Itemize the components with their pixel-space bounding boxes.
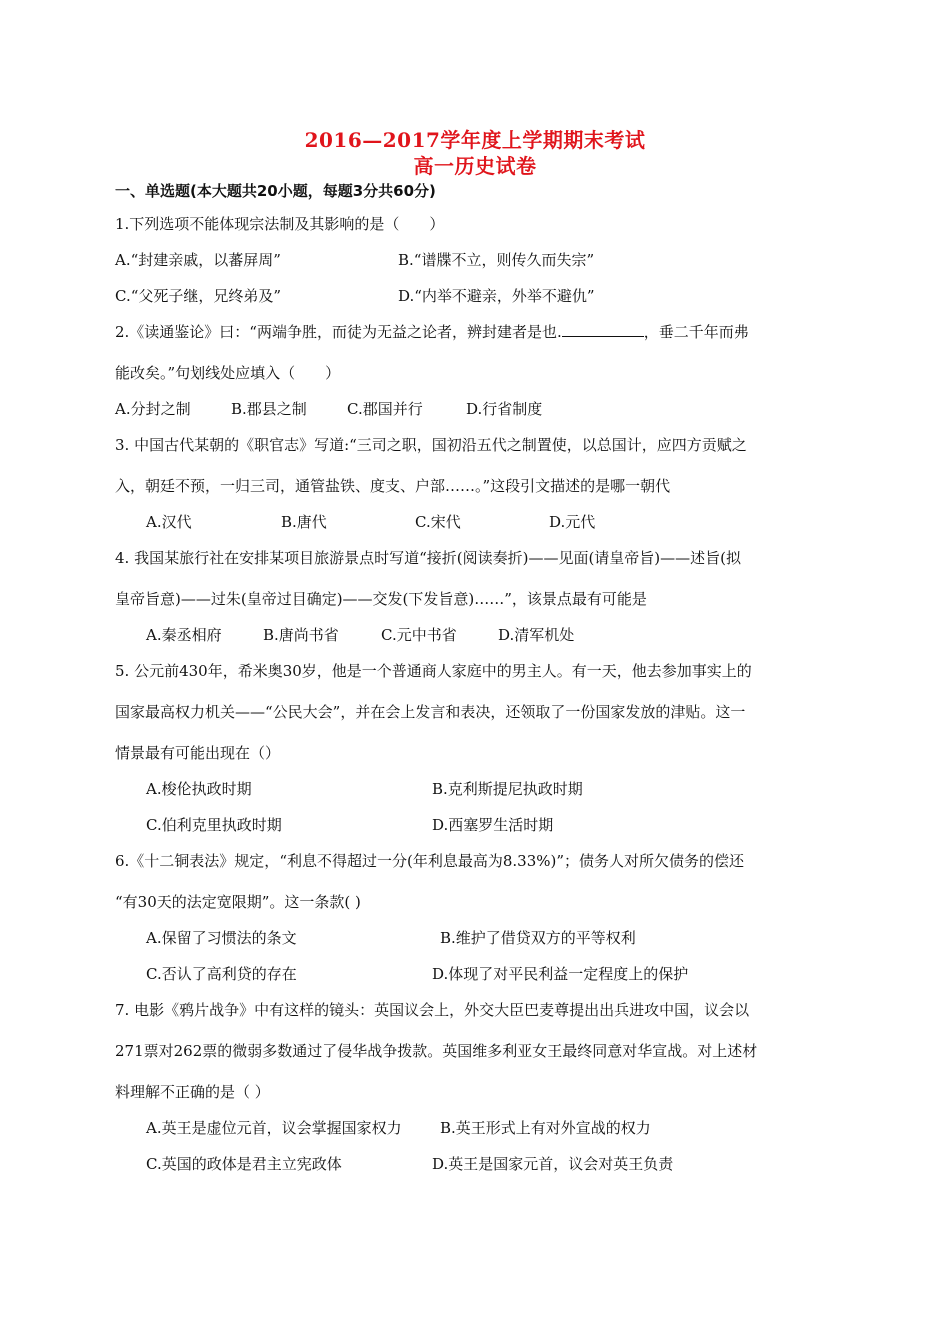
question-2-option-a: A.分封之制	[115, 400, 191, 418]
question-7-option-b: B.英王形式上有对外宣战的权力	[440, 1119, 651, 1137]
question-4-option-d: D.清军机处	[498, 626, 575, 644]
question-2-stem-part1: 2.《读通鉴论》曰：“两端争胜，而徒为无益之论者，辨封建者是也.	[115, 323, 562, 341]
question-6-stem-line2: “有30天的法定宽限期”。这一条款( )	[115, 893, 361, 911]
question-3-option-a: A.汉代	[146, 513, 192, 531]
question-3-stem-line2: 入，朝廷不预，一归三司，通管盐铁、度支、户部……。”这段引文描述的是哪一朝代	[115, 477, 671, 495]
question-2-option-d: D.行省制度	[466, 400, 543, 418]
question-2-blank	[562, 322, 644, 337]
question-2-stem-line2: 能改矣。”句划线处应填入（ ）	[115, 364, 341, 382]
question-5-option-a: A.梭伦执政时期	[146, 780, 252, 798]
question-4-option-b: B.唐尚书省	[263, 626, 339, 644]
question-7-option-a: A.英王是虚位元首，议会掌握国家权力	[146, 1119, 402, 1137]
question-7-stem-line3: 料理解不正确的是（ ）	[115, 1083, 270, 1101]
question-5-stem-line3: 情景最有可能出现在（）	[115, 744, 281, 762]
question-1-option-b: B.“谱牒不立，则传久而失宗”	[398, 251, 595, 269]
question-5-option-d: D.西塞罗生活时期	[432, 816, 554, 834]
exam-subtitle: 高一历史试卷	[413, 154, 537, 178]
question-1-option-d: D.“内举不避亲，外举不避仇”	[398, 287, 595, 305]
question-2-option-b: B.郡县之制	[231, 400, 307, 418]
question-6-option-c: C.否认了高利贷的存在	[146, 965, 297, 983]
question-6-stem-line1: 6.《十二铜表法》规定，“利息不得超过一分(年利息最高为8.33%)”；债务人对所欠债务的偿还	[115, 852, 745, 870]
question-1-option-a: A.“封建亲戚，以蕃屏周”	[115, 251, 281, 269]
question-5-option-c: C.伯利克里执政时期	[146, 816, 282, 834]
question-5-stem-line1: 5. 公元前430年，希米奥30岁，他是一个普通商人家庭中的男主人。有一天，他去参加事实上的	[115, 662, 752, 680]
question-4-option-c: C.元中书省	[381, 626, 457, 644]
question-5-stem-line2: 国家最高权力机关——“公民大会”，并在会上发言和表决，还领取了一份国家发放的津贴。这一	[115, 703, 746, 721]
question-6-option-a: A.保留了习惯法的条文	[146, 929, 297, 947]
question-3-option-c: C.宋代	[415, 513, 461, 531]
question-1-option-c: C.“父死子继，兄终弟及”	[115, 287, 282, 305]
question-2-stem-line1	[115, 321, 749, 342]
question-4-stem-line2: 皇帝旨意)——过朱(皇帝过目确定)——交发(下发旨意)……”，该景点最有可能是	[115, 590, 647, 608]
question-4-option-a: A.秦丞相府	[146, 626, 222, 644]
question-6-option-d: D.体现了对平民利益一定程度上的保护	[432, 965, 689, 983]
question-7-stem-line2: 271票对262票的微弱多数通过了侵华战争拨款。英国维多利亚女王最终同意对华宣战。对上述材	[115, 1042, 758, 1060]
question-2-stem-part2: ，垂二千年而弗	[643, 323, 749, 341]
section-heading: 一、单选题(本大题共20小题，每题3分共60分)	[115, 182, 436, 200]
question-5-option-b: B.克利斯提尼执政时期	[432, 780, 583, 798]
question-7-option-d: D.英王是国家元首，议会对英王负责	[432, 1155, 674, 1173]
question-3-option-b: B.唐代	[281, 513, 327, 531]
exam-title: 2016—2017学年度上学期期末考试	[304, 128, 646, 152]
question-3-option-d: D.元代	[549, 513, 596, 531]
question-1-stem: 1.下列选项不能体现宗法制及其影响的是（ ）	[115, 215, 445, 233]
question-6-option-b: B.维护了借贷双方的平等权利	[440, 929, 636, 947]
question-3-stem-line1: 3. 中国古代某朝的《职官志》写道:“三司之职，国初沿五代之制置使，以总国计，应四方贡赋之	[115, 436, 747, 454]
question-7-option-c: C.英国的政体是君主立宪政体	[146, 1155, 342, 1173]
question-2-option-c: C.郡国并行	[347, 400, 423, 418]
question-4-stem-line1: 4. 我国某旅行社在安排某项目旅游景点时写道“接折(阅读奏折)——见面(请皇帝旨)——述旨(拟	[115, 549, 742, 567]
question-7-stem-line1: 7. 电影《鸦片战争》中有这样的镜头：英国议会上，外交大臣巴麦尊提出出兵进攻中国，议会以	[115, 1001, 750, 1019]
